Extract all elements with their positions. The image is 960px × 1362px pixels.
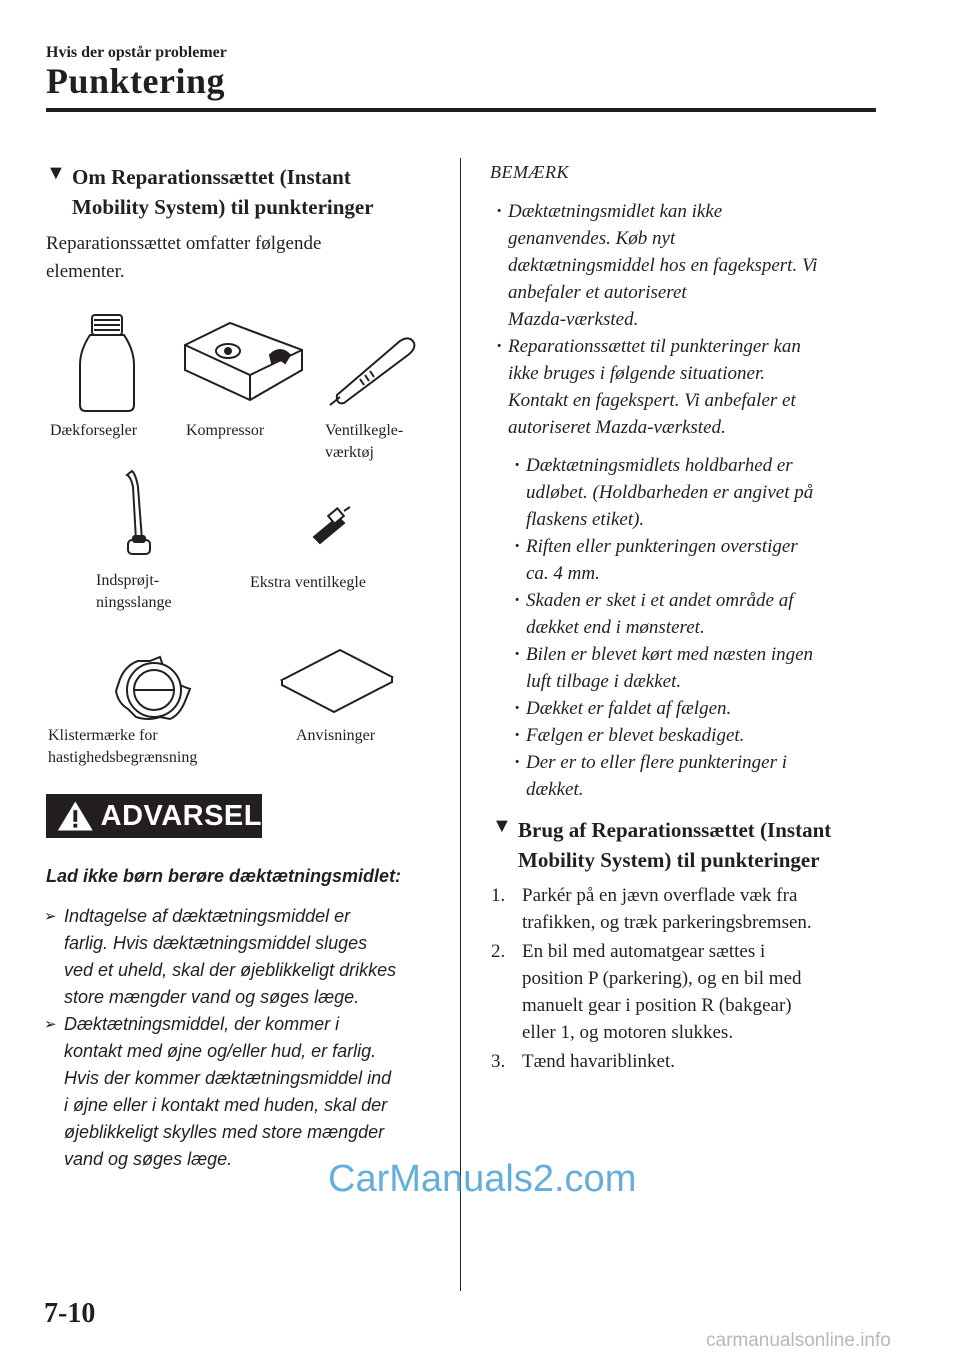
warning-list bbox=[64, 903, 454, 1173]
line: Parkér på en jævn overflade væk fra bbox=[522, 885, 798, 906]
line: trafikken, og træk parkeringsbremsen. bbox=[522, 912, 812, 933]
step-item bbox=[491, 882, 891, 936]
line: kontakt med øjne og/eller hud, er farlig. bbox=[64, 1041, 377, 1061]
line: Bilen er blevet kørt med næsten ingen bbox=[526, 644, 814, 665]
warning-item bbox=[64, 1011, 454, 1173]
kit-intro-line2: elementer. bbox=[46, 261, 125, 282]
step-item bbox=[491, 938, 891, 1046]
subnote-item bbox=[526, 749, 886, 803]
title-rule bbox=[46, 108, 876, 112]
line: genanvendes. Køb nyt bbox=[508, 228, 676, 249]
line: Dæktætningsmidlet kan ikke bbox=[508, 201, 723, 222]
line: Dækket er faldet af fælgen. bbox=[526, 698, 732, 719]
label-hose-line1: Indsprøjt- bbox=[96, 572, 160, 589]
warning-item bbox=[64, 903, 454, 1011]
note-item bbox=[508, 198, 888, 333]
label-sticker-line1: Klistermærke for bbox=[48, 727, 158, 744]
label-sealant: Dækforsegler bbox=[50, 422, 138, 439]
note-item bbox=[508, 333, 888, 441]
label-valve-tool-line2: værktøj bbox=[325, 444, 374, 461]
page-number: 7-10 bbox=[44, 1298, 96, 1329]
step-number: 1. bbox=[491, 885, 506, 906]
line: eller 1, og motoren slukkes. bbox=[522, 1022, 734, 1043]
subnote-item bbox=[526, 452, 886, 533]
line: dækket end i mønsteret. bbox=[526, 617, 705, 638]
subnote-item bbox=[526, 695, 886, 722]
instructions-manual-icon bbox=[282, 650, 392, 712]
usage-heading-line1: Brug af Reparationssættet (Instant bbox=[518, 818, 832, 842]
subnote-item bbox=[526, 722, 886, 749]
label-compressor: Kompressor bbox=[186, 422, 265, 439]
line: store mængder vand og søges læge. bbox=[64, 987, 360, 1007]
line: Reparationssættet til punkteringer kan bbox=[508, 336, 801, 357]
warning-label: ADVARSEL bbox=[100, 799, 262, 832]
line: Der er to eller flere punkteringer i bbox=[526, 752, 788, 773]
line: manuelt gear i position R (bakgear) bbox=[522, 995, 792, 1016]
steps-list bbox=[491, 882, 891, 1077]
line: En bil med automatgear sættes i bbox=[522, 941, 766, 962]
warning-triangle-icon bbox=[54, 797, 97, 835]
line: Fælgen er blevet beskadiget. bbox=[526, 725, 745, 746]
watermark-secondary: carmanualsonline.info bbox=[706, 1330, 891, 1351]
hose-icon bbox=[127, 471, 150, 554]
line: anbefaler et autoriseret bbox=[508, 282, 687, 303]
kit-illustrations bbox=[40, 305, 460, 775]
line: vand og søges læge. bbox=[64, 1149, 233, 1169]
label-valve-tool bbox=[325, 420, 403, 464]
line: i øjne eller i kontakt med huden, skal der bbox=[64, 1095, 388, 1115]
sealant-bottle-icon bbox=[80, 315, 134, 411]
kit-heading-line2: Mobility System) til punkteringer bbox=[72, 195, 374, 219]
line: dæktætningsmiddel hos en fagekspert. Vi bbox=[508, 255, 818, 276]
subnote-item bbox=[526, 587, 886, 641]
line: Kontakt en fagekspert. Vi anbefaler et bbox=[508, 390, 796, 411]
line: Skaden er sket i et andet område af bbox=[526, 590, 794, 611]
line: position P (parkering), og en bil med bbox=[522, 968, 802, 989]
line: Mazda-værksted. bbox=[508, 309, 639, 330]
line: ikke bruges i følgende situationer. bbox=[508, 363, 765, 384]
usage-heading bbox=[492, 815, 892, 875]
line: flaskens etiket). bbox=[526, 509, 645, 530]
triangle-bullet-icon: ▼ bbox=[46, 162, 66, 184]
speed-sticker-icon bbox=[116, 657, 190, 719]
valve-tool-icon bbox=[330, 338, 414, 405]
line: øjeblikkeligt skylles med store mængder bbox=[64, 1122, 385, 1142]
subnote-item bbox=[526, 533, 886, 587]
line: ca. 4 mm. bbox=[526, 563, 600, 584]
line: luft tilbage i dækket. bbox=[526, 671, 682, 692]
line: Dæktætningsmiddel, der kommer i bbox=[64, 1014, 340, 1034]
label-valve-core: Ekstra ventilkegle bbox=[250, 574, 366, 591]
label-sticker-line2: hastighedsbegrænsning bbox=[48, 749, 198, 766]
label-hose bbox=[96, 570, 172, 614]
step-number: 3. bbox=[491, 1051, 506, 1072]
section-title: Hvis der opstår problemer bbox=[46, 44, 227, 61]
note-heading: BEMÆRK bbox=[490, 162, 569, 182]
valve-core-icon bbox=[314, 507, 350, 543]
note-sublist bbox=[526, 452, 886, 803]
compressor-icon bbox=[185, 323, 302, 400]
line: farlig. Hvis dæktætningsmiddel sluges bbox=[64, 933, 368, 953]
triangle-bullet-icon: ▼ bbox=[492, 815, 512, 837]
line: Hvis der kommer dæktætningsmiddel ind bbox=[64, 1068, 392, 1088]
warning-title: Lad ikke børn berøre dæktætningsmidlet: bbox=[46, 866, 402, 886]
line: ved et uheld, skal der øjeblikkeligt drikkes bbox=[64, 960, 397, 980]
warning-banner bbox=[46, 794, 262, 838]
line: Riften eller punkteringen overstiger bbox=[526, 536, 798, 557]
line: autoriseret Mazda-værksted. bbox=[508, 417, 726, 438]
line: Dæktætningsmidlets holdbarhed er bbox=[526, 455, 793, 476]
line: Tænd havariblinket. bbox=[522, 1051, 676, 1072]
subnote-item bbox=[526, 641, 886, 695]
line: udløbet. (Holdbarheden er angivet på bbox=[526, 482, 814, 503]
page-title: Punktering bbox=[46, 61, 226, 101]
watermark: CarManuals2.com bbox=[328, 1158, 637, 1200]
kit-heading-line1: Om Reparationssættet (Instant bbox=[72, 165, 351, 189]
step-number: 2. bbox=[491, 941, 506, 962]
column-divider bbox=[460, 158, 461, 1291]
line: dækket. bbox=[526, 779, 584, 800]
label-valve-tool-line1: Ventilkegle- bbox=[325, 422, 404, 439]
step-item bbox=[491, 1048, 891, 1075]
usage-heading-line2: Mobility System) til punkteringer bbox=[518, 848, 820, 872]
label-manual: Anvisninger bbox=[296, 727, 376, 744]
kit-intro-line1: Reparationssættet omfatter følgende bbox=[46, 233, 322, 254]
kit-intro bbox=[46, 230, 446, 286]
line: Indtagelse af dæktætningsmiddel er bbox=[64, 906, 351, 926]
label-hose-line2: ningsslange bbox=[96, 594, 172, 611]
note-list bbox=[508, 198, 888, 441]
kit-heading bbox=[46, 162, 446, 222]
label-sticker bbox=[48, 725, 197, 769]
